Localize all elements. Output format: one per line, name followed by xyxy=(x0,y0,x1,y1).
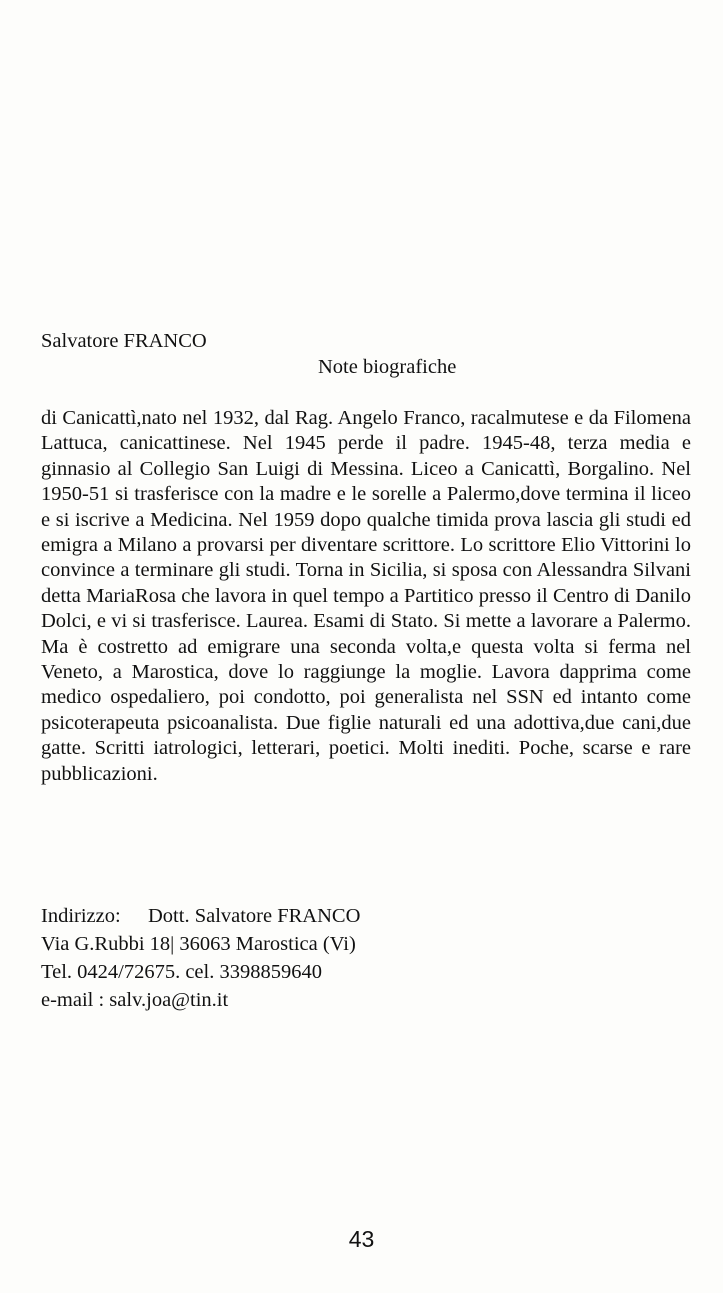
contact-address: Via G.Rubbi 18| 36063 Marostica (Vi) xyxy=(41,933,356,955)
contact-phone: Tel. 0424/72675. cel. 3398859640 xyxy=(41,961,322,983)
biography-paragraph: di Canicattì,nato nel 1932, dal Rag. Angelo Franco, racalmutese e da Filomena Lattuca, canicattinese. Nel 1945 perde il padre. 1945-48, terza media e ginnasio al Collegio San Luigi di Messina. Liceo a Canicattì, Borgalino. Nel 1950-51 si trasferisce con la madre e le sorelle a Palermo,dove termina il liceo e si iscrive a Medicina. Nel 1959 dopo qualche timida prova lascia gli studi ed emigra a Milano a provarsi per diventare scrittore. Lo scrittore Elio Vittorini lo convince a terminare gli studi. Torna in Sicilia, si sposa con Alessandra Silvani detta MariaRosa che lavora in quel tempo a Partitico presso il Centro di Danilo Dolci, e vi si trasferisce. Laurea. Esami di Stato. Si mette a lavorare a Palermo. Ma è costretto ad emigrare una seconda volta,e questa volta si ferma nel Veneto, a Marostica, dove lo raggiunge la moglie. Lavora dapprima come medico ospedaliero, poi condotto, poi generalista nel SSN ed intanto come psicoterapeuta psicoanalista. Due figlie naturali ed una adottiva,due cani,due gatte. Scritti iatrologici, letterari, poetici. Molti inediti. Poche, scarse e rare pubblicazioni. xyxy=(41,407,691,785)
contact-name-line xyxy=(41,902,360,930)
contact-email: e-mail : salv.joa@tin.it xyxy=(41,989,229,1011)
author-name: Salvatore FRANCO xyxy=(41,330,207,352)
page-number: 43 xyxy=(348,1226,375,1252)
section-title: Note biografiche xyxy=(318,356,457,378)
contact-name: Dott. Salvatore FRANCO xyxy=(148,905,361,927)
contact-block xyxy=(41,902,360,1014)
address-label: Indirizzo: xyxy=(41,905,121,927)
